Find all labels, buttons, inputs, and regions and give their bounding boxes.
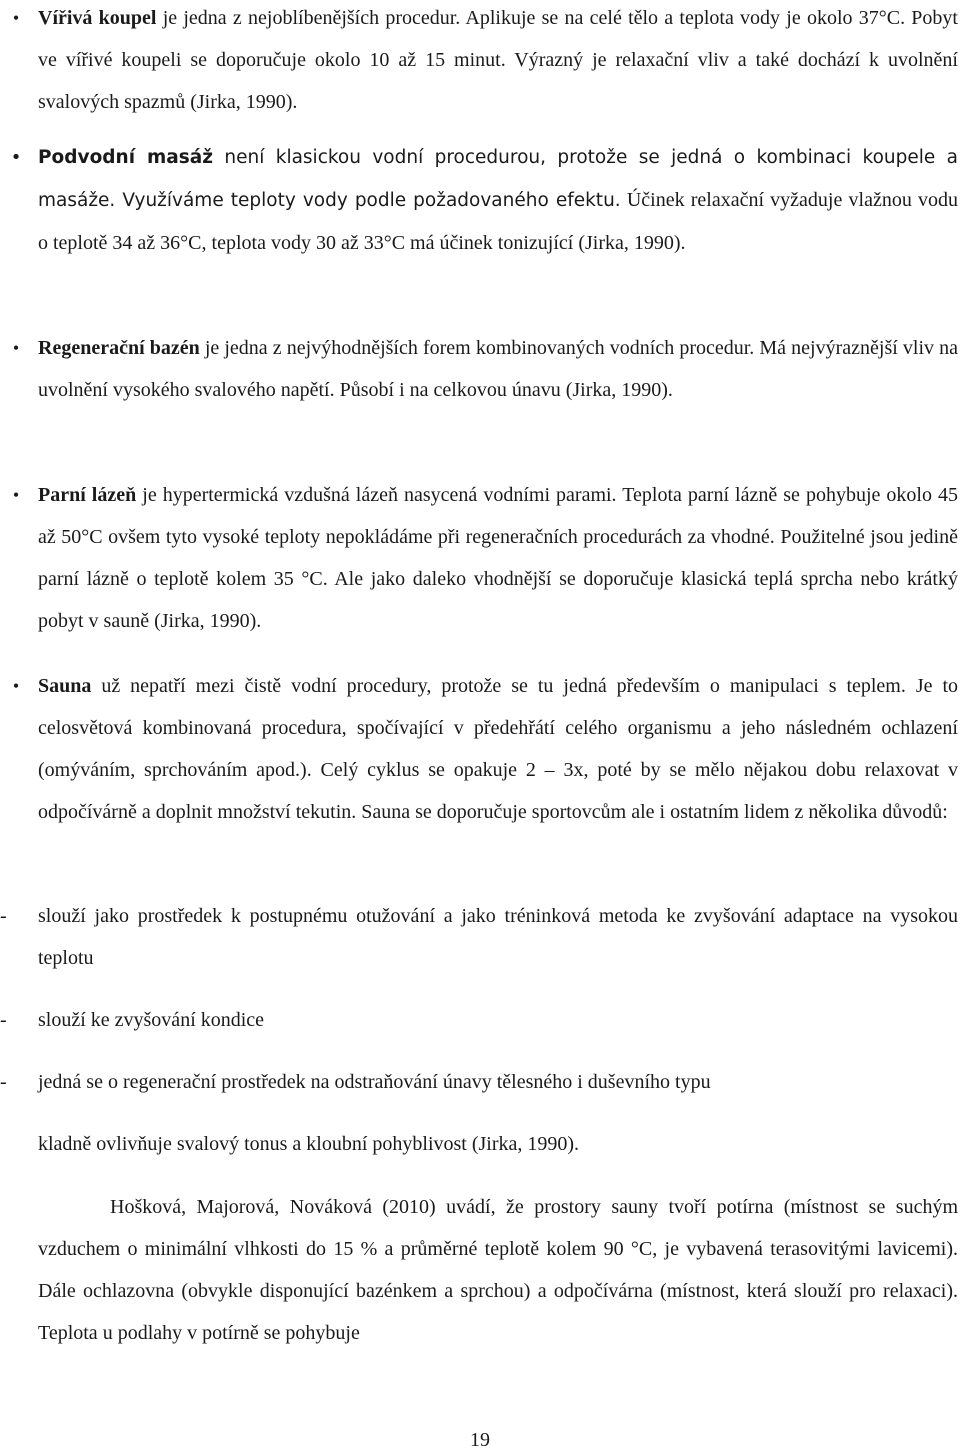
bullet-text: je jedna z nejoblíbenějších procedur. Aplikuje se na celé tělo a teplota vody je okolo 37°C. Pobyt ve vířivé koupeli se doporučuje okolo 10 až 15 minut. Výrazný je relaxační vliv a také dochází k uvolnění svalových spazmů (Jirka, 1990). (38, 7, 958, 113)
bullet-text: je jedna z nejvýhodnějších forem kombinovaných vodních procedur. Má nejvýraznější vliv na uvolnění vysokého svalového napětí. Působí i na celkovou únavu (Jirka, 1990). (38, 337, 958, 401)
term-sauna: Sauna (38, 675, 92, 697)
bullet-text: není klasickou vodní procedurou, protože se jedná o kombinaci koupele a masáže. Využíváme teploty vody podle požadovaného efektu. (38, 147, 958, 211)
bullet-icon: • (12, 676, 20, 696)
dash-marker: - (0, 905, 7, 927)
dash-item-otuzovani (0, 895, 958, 979)
term-regeneracni-bazen: Regenerační bazén (38, 337, 200, 359)
dash-marker: - (0, 1071, 7, 1093)
bullet-icon: • (12, 338, 20, 358)
term-virivá-koupel: Vířivá koupel (38, 7, 157, 29)
dash-continuation: kladně ovlivňuje svalový tonus a kloubní pohyblivost (Jirka, 1990). (38, 1133, 580, 1155)
body-paragraph: Hošková, Majorová, Nováková (2010) uvádí, že prostory sauny tvoří potírna (místnost se suchým vzduchem o minimální vlhkosti do 15 % a průměrné teplotě kolem 90 °C, je vybavená terasovitými lavicemi). Dále ochlazovna (obvykle disponující bazénkem a sprchou) a odpočívárna (místnost, která slouží pro relaxaci). Teplota u podlahy v potírně se pohybuje (38, 1196, 958, 1344)
bullet-item-regeneracni-bazen (12, 327, 958, 411)
dash-text: slouží jako prostředek k postupnému otužování a jako tréninková metoda ke zvyšování adaptace na vysokou teplotu (38, 905, 958, 969)
bullet-icon: • (12, 485, 20, 505)
dash-text: slouží ke zvyšování kondice (38, 1009, 265, 1031)
bullet-icon: • (12, 8, 20, 28)
dash-marker: - (0, 1009, 7, 1031)
bullet-item-virivá-koupel (12, 0, 958, 123)
bullet-text-continued: Účinek relaxační vyžaduje vlažnou vodu o teplotě 34 až 36°C, teplota vody 30 až 33°C má účinek tonizující (Jirka, 1990). (38, 189, 958, 254)
bullet-text: už nepatří mezi čistě vodní procedury, protože se tu jedná především o manipulaci s teplem. Je to celosvětová kombinovaná procedura, spočívající v předehřátí celého organismu a jeho následném ochlazení (omýváním, sprchováním apod.). Celý cyklus se opakuje 2 – 3x, poté by se mělo nějakou dobu relaxovat v odpočívárně a doplnit množství tekutin. Sauna se doporučuje sportovcům ale i ostatním lidem z několika důvodů: (38, 675, 958, 823)
bullet-item-sauna (12, 665, 958, 833)
dash-item-kondice (0, 999, 958, 1041)
page-number: 19 (470, 1429, 490, 1451)
dash-item-unava (0, 1061, 958, 1103)
bullet-icon: • (10, 147, 22, 168)
dash-text: jedná se o regenerační prostředek na odstraňování únavy tělesného i duševního typu (38, 1071, 711, 1093)
bullet-item-podvodni-masaz (10, 137, 958, 265)
bullet-item-parni-lazen (12, 474, 958, 642)
term-podvodni-masaz: Podvodní masáž (38, 147, 213, 168)
bullet-text: je hypertermická vzdušná lázeň nasycená vodními parami. Teplota parní lázně se pohybuje okolo 45 až 50°C ovšem tyto vysoké teploty nepokládáme při regeneračních procedurách za vhodné. Použitelné jsou jedině parní lázně o teplotě kolem 35 °C. Ale jako daleko vhodnější se doporučuje klasická teplá sprcha nebo krátký pobyt v sauně (Jirka, 1990). (38, 484, 958, 632)
term-parni-lazen: Parní lázeň (38, 484, 137, 506)
